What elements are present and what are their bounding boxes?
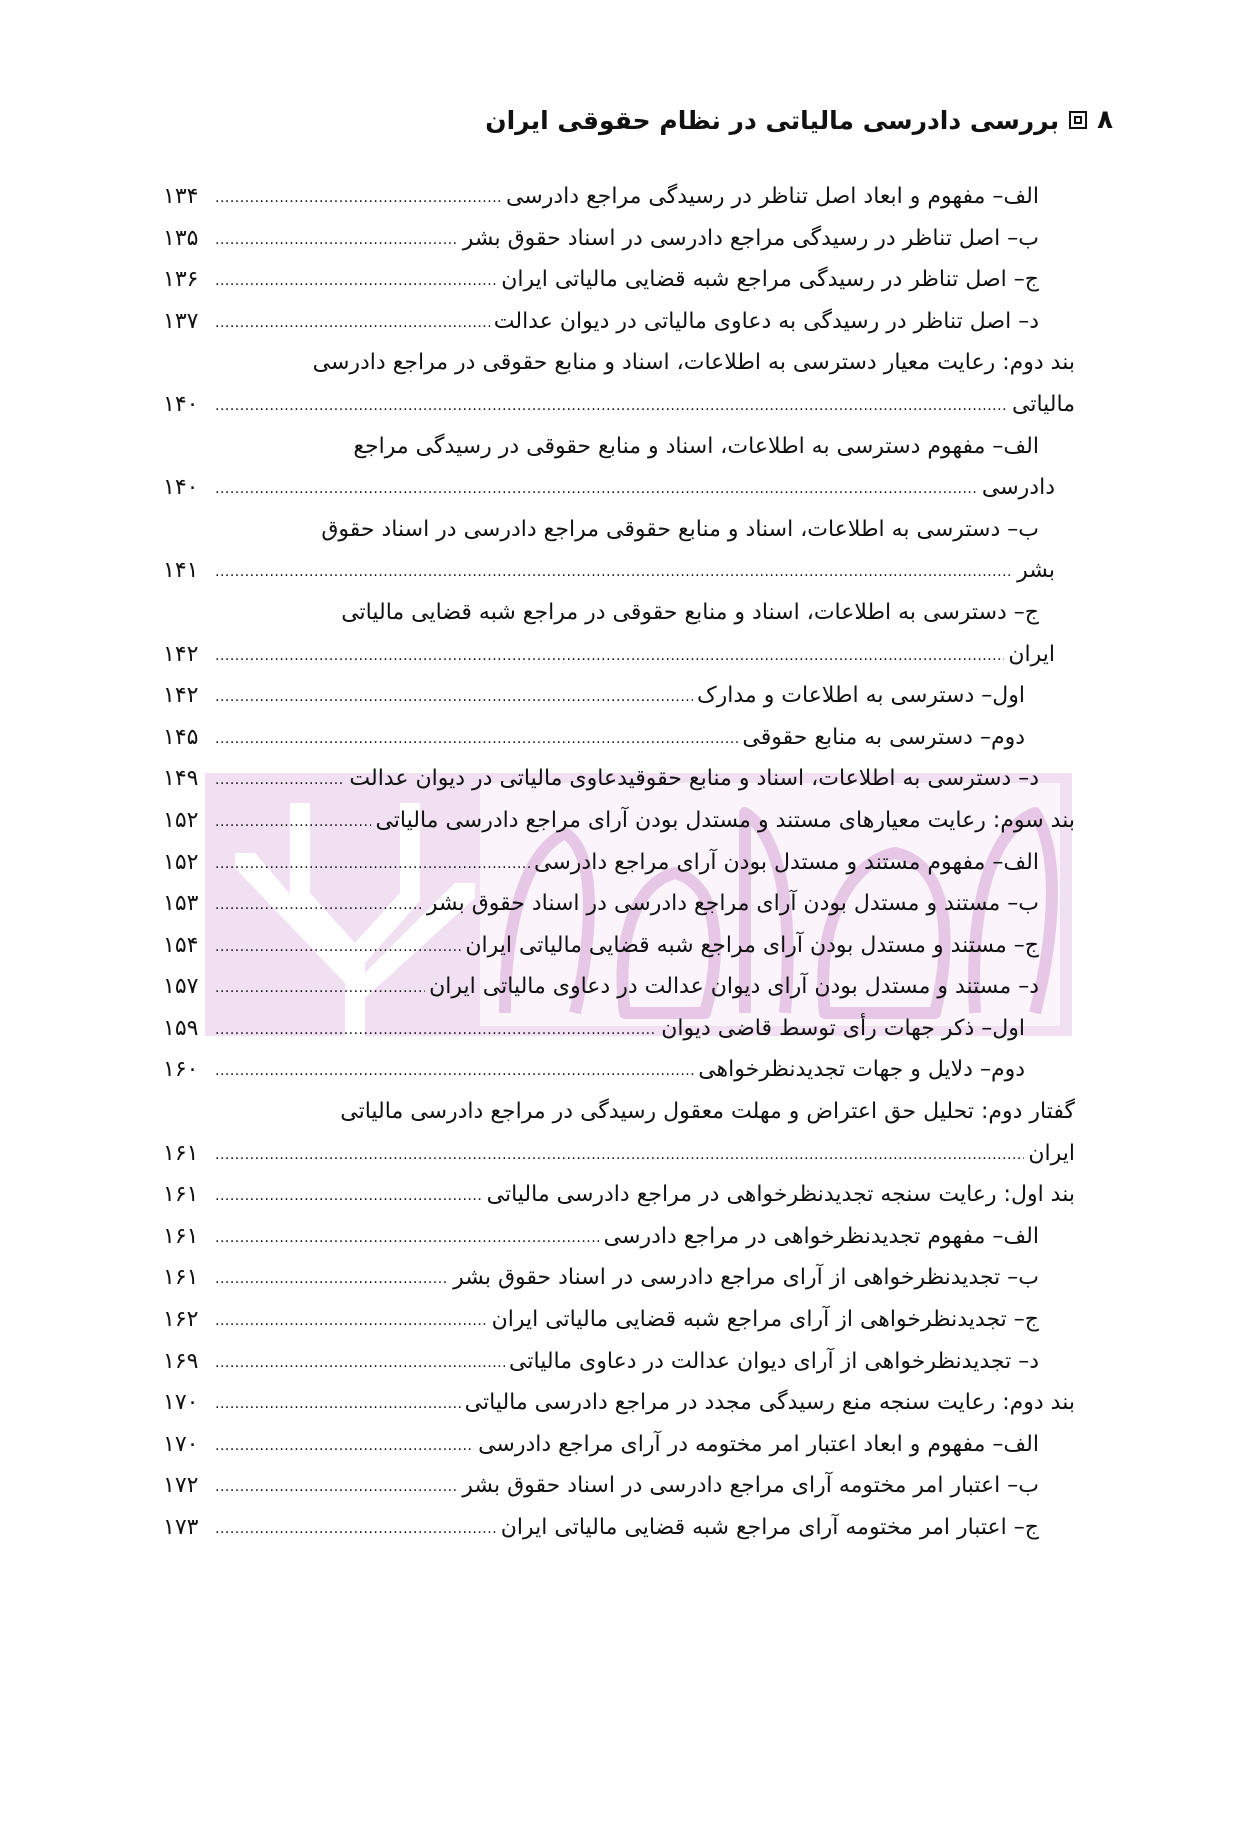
- toc-leader-dots: [215, 1008, 657, 1050]
- toc-entry-title-cont: دادرسی: [981, 475, 1055, 501]
- toc-entry-page: ۱۴۲: [163, 683, 199, 709]
- toc-entry-page: ۱۴۰: [163, 391, 199, 417]
- toc-leader-dots: [215, 842, 530, 884]
- toc-entry[interactable]: [163, 675, 1075, 717]
- toc-entry-page: ۱۵۳: [163, 891, 199, 917]
- toc-entry-title: د– اصل تناظر در رسیدگی به دعاوی مالیاتی در دیوان عدالت: [493, 308, 1039, 334]
- toc-entry[interactable]: [163, 1216, 1075, 1258]
- toc-leader-dots: [215, 550, 1013, 592]
- toc-entry-page: ۱۶۱: [163, 1182, 199, 1208]
- toc-entry-title: ج– مستند و مستدل بودن آرای مراجع شبه قضایی مالیاتی ایران: [465, 932, 1039, 958]
- toc-entry[interactable]: [163, 1299, 1075, 1341]
- toc-leader-dots: [215, 1174, 483, 1216]
- toc-entry-page: ۱۴۰: [163, 475, 199, 501]
- toc-entry[interactable]: [163, 176, 1075, 218]
- toc-leader-dots: [215, 1049, 694, 1091]
- toc-entry[interactable]: [163, 1424, 1075, 1466]
- toc-entry-title: اول– ذکر جهات رأی توسط قاضی دیوان: [661, 1015, 1025, 1041]
- toc-leader-dots: [215, 1382, 461, 1424]
- toc-entry-line1[interactable]: [163, 426, 1075, 468]
- toc-entry-title: ب– تجدیدنظرخواهی از آرای مراجع دادرسی در اسناد حقوق بشر: [453, 1265, 1039, 1291]
- toc-entry-line1[interactable]: [163, 592, 1075, 634]
- toc-entry-title: ب– اصل تناظر در رسیدگی مراجع دادرسی در اسناد حقوق بشر: [462, 225, 1039, 251]
- toc-entry-line1[interactable]: [163, 1091, 1075, 1133]
- toc-entry[interactable]: [163, 1257, 1075, 1299]
- toc-entry-title: الف– مفهوم تجدیدنظرخواهی در مراجع دادرسی: [603, 1223, 1039, 1249]
- toc-entry-title: الف– مفهوم دسترسی به اطلاعات، اسناد و منابع حقوقی در رسیدگی مراجع: [353, 433, 1039, 459]
- toc-leader-dots: [215, 467, 978, 509]
- toc-entry-page: ۱۴۵: [163, 724, 199, 750]
- toc-entry-title-cont: مالیاتی: [1012, 391, 1075, 417]
- toc-entry[interactable]: [163, 1008, 1075, 1050]
- toc-entry-title: الف– مفهوم مستند و مستدل بودن آرای مراجع دادرسی: [534, 849, 1039, 875]
- toc-entry[interactable]: [163, 717, 1075, 759]
- toc-entry-title: ب– اعتبار امر مختومه آرای مراجع دادرسی در اسناد حقوق بشر: [462, 1473, 1039, 1499]
- toc-leader-dots: [215, 384, 1008, 426]
- toc-entry-page: ۱۴۱: [163, 558, 199, 584]
- toc-entry-title: ج– دسترسی به اطلاعات، اسناد و منابع حقوقی در مراجع شبه قضایی مالیاتی: [341, 599, 1039, 625]
- toc-entry[interactable]: [163, 1507, 1075, 1549]
- toc-entry-page: ۱۷۳: [163, 1515, 199, 1540]
- toc-leader-dots: [215, 1299, 488, 1341]
- toc-entry-title: ج– تجدیدنظرخواهی از آرای مراجع شبه قضایی مالیاتی ایران: [491, 1307, 1039, 1333]
- toc-entry-title: اول– دسترسی به اطلاعات و مدارک: [696, 683, 1025, 709]
- toc-leader-dots: [215, 800, 371, 842]
- toc-leader-dots: [215, 1465, 458, 1507]
- toc-entry-page: ۱۴۲: [163, 641, 199, 667]
- toc-entry[interactable]: [163, 758, 1075, 800]
- toc-entry-title: بند دوم: رعایت معیار دسترسی به اطلاعات، اسناد و منابع حقوقی در مراجع دادرسی: [312, 350, 1075, 376]
- toc-entry-page: ۱۶۱: [163, 1223, 199, 1249]
- toc-entry-page: ۱۷۰: [163, 1390, 199, 1416]
- double-square-icon: [1069, 111, 1087, 129]
- toc-entry-title: الف– مفهوم و ابعاد اصل تناظر در رسیدگی مراجع دادرسی: [505, 184, 1039, 209]
- toc-entry-line2[interactable]: [163, 384, 1075, 426]
- toc-leader-dots: [215, 259, 497, 301]
- toc-leader-dots: [215, 1133, 1024, 1175]
- toc-entry[interactable]: [163, 1049, 1075, 1091]
- toc-entry-line2[interactable]: [163, 550, 1075, 592]
- toc-entry-page: ۱۵۴: [163, 932, 199, 958]
- toc-entry-page: ۱۶۱: [163, 1140, 199, 1166]
- toc-entry-title: بند سوم: رعایت معیارهای مستند و مستدل بودن آرای مراجع دادرسی مالیاتی: [375, 807, 1075, 833]
- toc-entry-page: ۱۳۵: [163, 225, 199, 251]
- toc-leader-dots: [215, 758, 345, 800]
- running-header: [485, 100, 1113, 140]
- toc-entry-title: ب– مستند و مستدل بودن آرای مراجع دادرسی در اسناد حقوق بشر: [426, 891, 1039, 917]
- toc-entry-page: ۱۷۲: [163, 1473, 199, 1499]
- toc-entry-title: ج– اعتبار امر مختومه آرای مراجع شبه قضایی مالیاتی ایران: [500, 1515, 1039, 1540]
- toc-leader-dots: [215, 925, 461, 967]
- page-number: ۸: [1097, 105, 1113, 135]
- toc-entry[interactable]: [163, 1341, 1075, 1383]
- toc-entry-title: بند اول: رعایت سنجه تجدیدنظرخواهی در مراجع دادرسی مالیاتی: [486, 1182, 1075, 1208]
- toc-leader-dots: [215, 1507, 497, 1549]
- toc-entry-title: گفتار دوم: تحلیل حق اعتراض و مهلت معقول رسیدگی در مراجع دادرسی مالیاتی: [340, 1099, 1075, 1125]
- toc-entry[interactable]: [163, 1382, 1075, 1424]
- toc-leader-dots: [215, 301, 490, 343]
- table-of-contents: [163, 176, 1075, 1549]
- toc-entry-title: الف– مفهوم و ابعاد اعتبار امر مختومه در آرای مراجع دادرسی: [478, 1431, 1039, 1457]
- toc-entry-page: ۱۵۹: [163, 1015, 199, 1041]
- book-title: بررسی دادرسی مالیاتی در نظام حقوقی ایران: [485, 105, 1060, 135]
- toc-entry-title: د– مستند و مستدل بودن آرای دیوان عدالت در دعاوی مالیاتی ایران: [429, 974, 1039, 1000]
- toc-entry-title: دوم– دلایل و جهات تجدیدنظرخواهی: [698, 1057, 1025, 1083]
- toc-entry-page: ۱۳۶: [163, 267, 199, 293]
- toc-entry-title: ج– اصل تناظر در رسیدگی مراجع شبه قضایی مالیاتی ایران: [501, 267, 1039, 293]
- toc-entry-title: د– تجدیدنظرخواهی از آرای دیوان عدالت در دعاوی مالیاتی: [509, 1348, 1039, 1374]
- toc-entry-title-cont: ایران: [1008, 641, 1055, 667]
- toc-entry-title: ب– دسترسی به اطلاعات، اسناد و منابع حقوقی مراجع دادرسی در اسناد حقوق: [321, 516, 1039, 542]
- toc-entry-line2[interactable]: [163, 634, 1075, 676]
- toc-entry[interactable]: [163, 1174, 1075, 1216]
- toc-entry-line2[interactable]: [163, 467, 1075, 509]
- toc-entry-title: د– دسترسی به اطلاعات، اسناد و منابع حقوقیدعاوی مالیاتی در دیوان عدالت: [349, 766, 1039, 792]
- toc-entry-page: ۱۵۷: [163, 974, 199, 1000]
- toc-entry[interactable]: [163, 800, 1075, 842]
- toc-leader-dots: [215, 966, 425, 1008]
- toc-leader-dots: [215, 218, 459, 260]
- toc-entry-page: ۱۳۷: [163, 308, 199, 334]
- toc-entry[interactable]: [163, 259, 1075, 301]
- toc-entry-line1[interactable]: [163, 342, 1075, 384]
- toc-entry-line2[interactable]: [163, 1133, 1075, 1175]
- toc-entry[interactable]: [163, 883, 1075, 925]
- toc-entry-page: ۱۶۲: [163, 1307, 199, 1333]
- toc-leader-dots: [215, 675, 693, 717]
- toc-entry[interactable]: [163, 1465, 1075, 1507]
- toc-entry-page: ۱۳۴: [163, 184, 199, 209]
- toc-entry-page: ۱۶۹: [163, 1348, 199, 1374]
- toc-leader-dots: [215, 1341, 505, 1383]
- toc-entry[interactable]: [163, 966, 1075, 1008]
- toc-leader-dots: [215, 717, 738, 759]
- toc-entry[interactable]: [163, 218, 1075, 260]
- toc-entry-page: ۱۵۲: [163, 807, 199, 833]
- toc-entry-page: ۱۵۲: [163, 849, 199, 875]
- toc-entry-title-cont: ایران: [1028, 1140, 1075, 1166]
- toc-entry[interactable]: [163, 301, 1075, 343]
- toc-entry-title: بند دوم: رعایت سنجه منع رسیدگی مجدد در مراجع دادرسی مالیاتی: [464, 1390, 1075, 1416]
- toc-entry-page: ۱۶۱: [163, 1265, 199, 1291]
- toc-entry[interactable]: [163, 842, 1075, 884]
- toc-leader-dots: [215, 1257, 449, 1299]
- toc-entry-page: ۱۶۰: [163, 1057, 199, 1083]
- toc-leader-dots: [215, 1424, 474, 1466]
- toc-leader-dots: [215, 1216, 600, 1258]
- toc-entry[interactable]: [163, 925, 1075, 967]
- toc-entry-page: ۱۴۹: [163, 766, 199, 792]
- toc-entry-line1[interactable]: [163, 509, 1075, 551]
- toc-entry-title-cont: بشر: [1017, 558, 1055, 584]
- toc-leader-dots: [215, 176, 502, 218]
- toc-leader-dots: [215, 634, 1004, 676]
- toc-entry-title: دوم– دسترسی به منابع حقوقی: [742, 724, 1025, 750]
- toc-leader-dots: [215, 883, 423, 925]
- toc-entry-page: ۱۷۰: [163, 1431, 199, 1457]
